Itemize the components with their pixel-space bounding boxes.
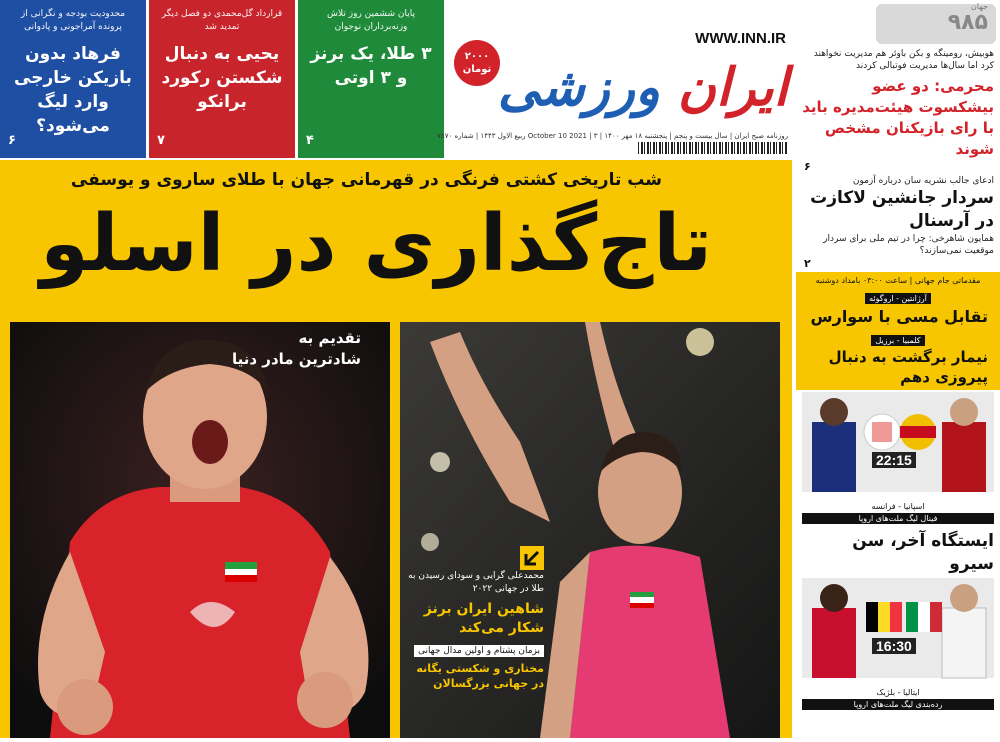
story-3-headline-2: نیمار برگشت به دنبال پیروزی دهم xyxy=(828,348,988,386)
teaser-green[interactable] xyxy=(298,0,444,158)
page-number: ۷ xyxy=(157,133,165,148)
story-3-mini: آرژانتین - اروگوئه xyxy=(865,293,931,304)
arrow-icon xyxy=(520,546,544,570)
page-number: ۲ xyxy=(804,257,811,270)
wrestler-left-illustration xyxy=(10,322,390,738)
story-3-mini-2: کلمبیا - برزیل xyxy=(871,335,924,346)
match-2-score: 16:30 xyxy=(872,638,916,654)
price-badge: ۲۰۰۰ تومان xyxy=(454,40,500,86)
lead-headline[interactable]: تاج‌گذاری در اسلو xyxy=(40,199,712,289)
story-2-kicker-2: همایون شاهرخی: چرا در تیم ملی برای سردار موقعیت نمی‌سازند؟ xyxy=(823,234,994,256)
page-number: ۶ xyxy=(804,160,811,173)
watermark-logo xyxy=(876,4,996,44)
teaser-headline: یحیی به دنبال شکستن رکورد برانکو xyxy=(161,44,283,112)
lead-kicker: شب تاریخی کشتی فرنگی در قهرمانی جهان با طلای ساروی و یوسفی xyxy=(70,170,662,190)
story-3-band: مقدماتی جام جهانی | ساعت ۰۳:۰۰ بامداد دوشنبه xyxy=(815,276,981,285)
teaser-kicker: قرارداد گل‌محمدی دو فصل دیگر تمدید شد xyxy=(161,9,283,32)
teaser-red[interactable] xyxy=(149,0,295,158)
caption-line-2: شادترین مادر دنیا xyxy=(232,350,361,368)
sub-band: بزمان پشتام و اولین مدال جهانی xyxy=(414,645,544,657)
masthead xyxy=(437,0,792,158)
sub-headline: شاهین ایران برنز شکار می‌کند xyxy=(423,601,544,636)
teaser-kicker: پایان ششمین روز تلاش وزنه‌برداران نوجوان xyxy=(327,9,415,32)
page-number: ۴ xyxy=(306,133,314,148)
story-4-headline[interactable]: ایستگاه آخر، سن سیرو xyxy=(852,531,994,574)
logo-word-iran: ایران xyxy=(677,58,788,118)
sub-story[interactable] xyxy=(400,540,550,697)
sub-kicker: محمدعلی گرایی و سودای رسیدن به طلا در جهانی ۲۰۲۲ xyxy=(408,571,544,594)
newspaper-logo xyxy=(452,52,788,124)
teaser-headline: فرهاد بدون بازیکن خارجی وارد لیگ می‌شود؟ xyxy=(14,44,132,136)
caption-line-1: تقدیم به xyxy=(298,329,361,347)
sub-headline-2: مختاری و شکستی یگانه در جهانی بزرگسالان xyxy=(416,662,544,690)
story-1-kicker: هوبیش، رومینگه و بکن باوئر هم مدیریت نخواهند کرد اما سال‌ها مدیریت فوتبالی کردند xyxy=(813,49,994,71)
match-1-score: 22:15 xyxy=(872,452,916,468)
photo-wrestler-left xyxy=(10,322,390,738)
right-column xyxy=(796,0,1000,738)
logo-word-varzeshi: ورزشی xyxy=(497,58,660,118)
teaser-blue[interactable] xyxy=(0,0,146,158)
story-3-block[interactable] xyxy=(796,272,1000,390)
match-1-players xyxy=(802,392,994,492)
match-2-players xyxy=(802,578,994,678)
teaser-kicker: محدودیت بودجه و نگرانی از پرونده آمراجونی و پادوانی xyxy=(20,9,126,32)
match-card-1[interactable] xyxy=(802,392,994,492)
website-url[interactable]: WWW.INN.IR xyxy=(695,30,786,47)
match-2-caption: رده‌بندی لیگ ملت‌های اروپا xyxy=(802,699,994,710)
barcode xyxy=(638,142,788,154)
match-1-caption: فینال لیگ ملت‌های اروپا xyxy=(802,513,994,524)
teaser-headline: ۳ طلا، یک برنز و ۳ اوتی xyxy=(310,44,432,88)
page-number: ۶ xyxy=(8,133,16,148)
match-card-2[interactable] xyxy=(802,578,994,678)
story-2-kicker: ادعای جالب نشریه سان درباره آزمون xyxy=(852,176,994,186)
match-2-teams: ایتالیا - بلژیک xyxy=(872,687,923,698)
dateline: روزنامه صبح ایران | سال بیست و پنجم | پنجشنبه ۱۸ مهر ۱۴۰۰ | October 10 2021 | ۳ ربیع الاول ۱۴۴۳ | شماره ۷۸۷۰ xyxy=(437,132,788,140)
photo-caption xyxy=(232,328,361,370)
story-2-headline[interactable]: سردار جانشین لاکازت در آرسنال xyxy=(810,188,994,231)
match-1-teams: اسپانیا - فرانسه xyxy=(868,501,929,512)
story-1-headline[interactable]: محرمی: دو عضو بیشکسوت هیئت‌مدیره باید با رای بازیکنان مشخص شوند xyxy=(802,77,994,158)
story-3-headline: تقابل مسی با سوارس xyxy=(810,307,988,326)
watermark-small: جهان xyxy=(971,2,988,11)
watermark-big: ۹۸۵ xyxy=(947,10,988,35)
